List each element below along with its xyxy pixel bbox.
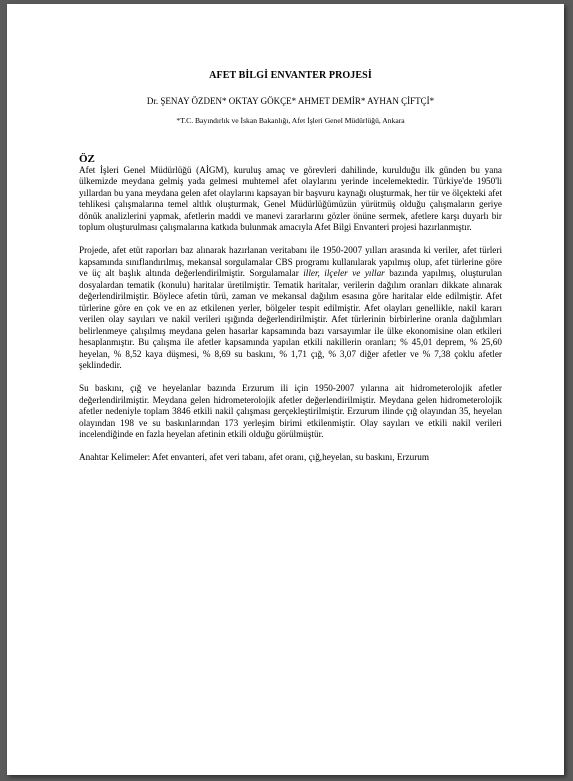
abstract-paragraph-1: Afet İşleri Genel Müdürlüğü (AİGM), kuruluş amaç ve görevleri dahilinde, kurulduğu ilk günden bu yana ülkemizde meydana gelmiş yada gelmesi muhtemel afet olaylarını yerinde incelemektedir. Türkiye'de 1950'li yıllardan bu yana meydana gelen afet olaylarını kapsayan bir başvuru kaynağı oluşturmak, her tür ve ölçekteki afet tehlikesi çalışmalarına temel altlık oluşturmak, Genel Müdürlüğümüzün yürütmüş olduğu çalışmaların geriye dönük analizlerini yapmak, afetlerin maddi ve manevi zararlarını gözler önüne sermek, afetlere karşı duyarlı bir toplum oluşturulması çalışmalarına katkıda bulunmak amacıyla Afet Bilgi Envanteri projesi hazırlanmıştır. [79, 164, 502, 232]
affiliation: *T.C. Bayındırlık ve İskan Bakanlığı, Afet İşleri Genel Müdürlüğü, Ankara [176, 116, 405, 125]
abstract-heading: ÖZ [79, 152, 95, 165]
author-list: Dr. ŞENAY ÖZDEN* OKTAY GÖKÇE* AHMET DEMİR* AYHAN ÇİFTÇİ* [146, 95, 435, 106]
paper-title: AFET BİLGİ ENVANTER PROJESİ [209, 70, 372, 81]
page-content [79, 70, 502, 475]
paragraph-2-italic-text: iller, ilçeler ve yıllar [303, 268, 385, 278]
keywords: Anahtar Kelimeler: Afet envanteri, afet veri tabanı, afet oranı, çığ,heyelan, su baskını, Erzurum [79, 452, 430, 462]
abstract-paragraph-3: Su baskını, çığ ve heyelanlar bazında Erzurum ili için 1950-2007 yılarına ait hidrometerolojik afetler değerlendirilmiştir. Meydana gelen hidrometerolojik afetler değerlendirilmiştir. Meydana gelen hidrometerolojik afetler nedeniyle toplam 3846 etkili nakil çalışması gerçekleştirilmiştir. Erzurum ilinde çığ olayından 35, heyelan olayından 198 ve su baskınlarından 173 yerleşim birimi etkilenmiştir. Olay sayıları ve etkili nakil verileri incelendiğinde en fazla heyelan afetinin etkili olduğu görülmüştür. [79, 383, 502, 439]
abstract-paragraph-2 [79, 245, 502, 372]
paragraph-2-text-b: bazında yapılmış, oluşturulan dosyalardan tematik (konulu) haritalar üretilmiştir. Tematik haritalar, verilerin dağılım oranları dikkate alınarak değerlendirilmiştir. Böylece afetin türü, zaman ve mekansal dağılım esasına göre haritalar elde edilmiştir. Afet türlerine göre en çok ve en az etkilenen yerler, bölgeler tespit edilmiştir. Afet olayları genellikle, nakil kararı verilen olay sayıları ve nakil verileri ışığında değerlendirilmiştir. Afet türlerinin birbirlerine oranla dağılımları belirlenmeye çalışılmış meydana gelen hasarlar kapsamında bazı varsayımlar ile ülke ekonomisine olan etkileri hesaplanmıştır. Bu çalışma ile afetler kapsamında yapılan etkili nakillerin oranları; % 45,01 deprem, % 25,60 heyelan, % 8,52 kaya düşmesi, % 8,69 su baskını, % 1,71 çığ, % 3,07 diğer afetler ve % 7,38 çoklu afetler şeklindedir. [79, 268, 502, 370]
document-page [7, 4, 564, 775]
paragraph-2-text-a: Projede, afet etüt raporları baz alınarak hazırlanan veritabanı ile 1950-2007 yılları arasında ki veriler, afet türleri kapsamında sınıflandırılmış, mekansal sorgulamalar CBS programı kullanılarak yapılmış olup, afet türlerine göre ve üç alt başlık altında değerlendirilmiştir. Sorgulamalar [79, 245, 502, 278]
